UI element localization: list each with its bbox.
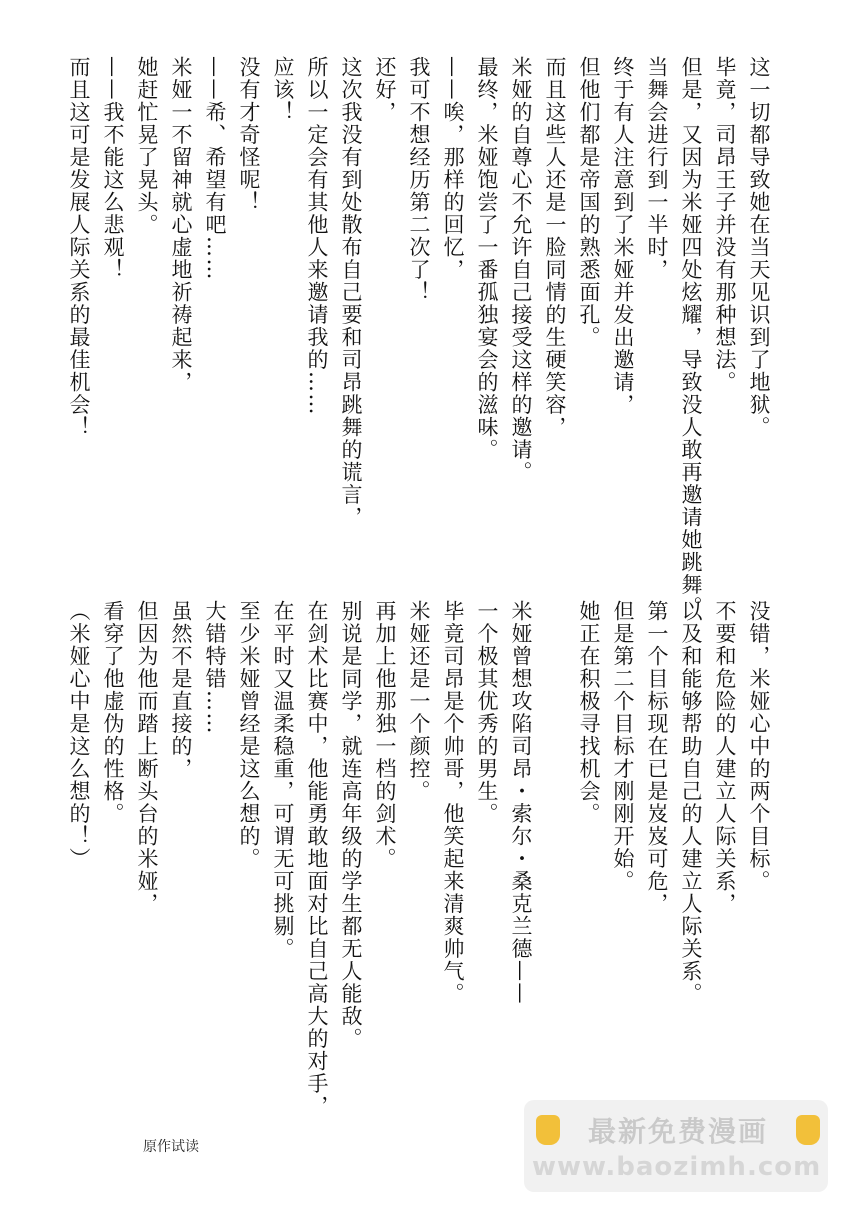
text-column: 在剑术比赛中，他能勇敢地面对比自己高大的对手， <box>305 600 329 1118</box>
text-column: 米娅曾想攻陷司昂・索尔・桑克兰德—— <box>509 600 533 1005</box>
text-column: 毕竟，司昂王子并没有那种想法。 <box>713 56 737 394</box>
text-column: 所以一定会有其他人来邀请我的…… <box>305 56 329 416</box>
text-block-bottom <box>62 600 776 1118</box>
text-column: 米娅还是一个颜控。 <box>407 600 431 803</box>
watermark-url: www.baozimh.com <box>532 1152 822 1182</box>
pointing-hand-icon <box>796 1115 820 1145</box>
text-column: ——希、希望有吧…… <box>203 56 227 281</box>
pointing-hand-icon <box>536 1115 560 1145</box>
text-column: 最终，米娅饱尝了一番孤独宴会的滋味。 <box>475 56 499 461</box>
text-column: 但是，又因为米娅四处炫耀，导致没人敢再邀请她跳舞。 <box>679 56 703 619</box>
text-column: 她正在积极寻找机会。 <box>577 600 601 825</box>
text-column: 米娅一不留神就心虚地祈祷起来， <box>169 56 193 394</box>
text-column: 终于有人注意到了米娅并发出邀请， <box>611 56 635 416</box>
text-column: 当舞会进行到一半时， <box>645 56 669 281</box>
text-column: 但因为他而踏上断头台的米娅， <box>135 600 159 915</box>
text-column: 一个极其优秀的男生。 <box>475 600 499 825</box>
text-column: 至少米娅曾经是这么想的。 <box>237 600 261 870</box>
text-column: 看穿了他虚伪的性格。 <box>101 600 125 825</box>
text-column: 应该！ <box>271 56 295 124</box>
text-column: 没错，米娅心中的两个目标。 <box>747 600 771 893</box>
text-column: 毕竟司昂是个帅哥，他笑起来清爽帅气。 <box>441 600 465 1005</box>
text-column: 这一切都导致她在当天见识到了地狱。 <box>747 56 771 439</box>
text-column: （米娅心中是这么想的！） <box>67 600 91 870</box>
text-column: 再加上他那独一档的剑术。 <box>373 600 397 870</box>
text-column <box>538 600 572 1070</box>
text-column: 米娅的自尊心不允许自己接受这样的邀请。 <box>509 56 533 484</box>
text-column: 她赶忙晃了晃头。 <box>135 56 159 236</box>
text-column: 大错特错…… <box>203 600 227 735</box>
text-column: 第一个目标现在已是岌岌可危， <box>645 600 669 915</box>
text-column: 虽然不是直接的， <box>169 600 193 780</box>
text-column: 而且这些人还是一脸同情的生硬笑容， <box>543 56 567 439</box>
watermark <box>524 1100 828 1192</box>
text-column: ——我不能这么悲观！ <box>101 56 125 281</box>
footer-label: 原作试读 <box>143 1139 199 1155</box>
text-column: 以及和能够帮助自己的人建立人际关系。 <box>679 600 703 1005</box>
text-column: 别说是同学，就连高年级的学生都无人能敌。 <box>339 600 363 1050</box>
text-column: 还好， <box>373 56 397 124</box>
text-column: 但是第二个目标才刚刚开始。 <box>611 600 635 893</box>
text-column: ——唉，那样的回忆， <box>441 56 465 281</box>
text-column: 没有才奇怪呢！ <box>237 56 261 214</box>
text-column: 但他们都是帝国的熟悉面孔。 <box>577 56 601 349</box>
text-column: 而且这可是发展人际关系的最佳机会！ <box>67 56 91 439</box>
text-column: 这次我没有到处散布自己要和司昂跳舞的谎言， <box>339 56 363 529</box>
text-column: 不要和危险的人建立人际关系， <box>713 600 737 915</box>
text-column: 在平时又温柔稳重，可谓无可挑剔。 <box>271 600 295 960</box>
text-column: 我可不想经历第二次了！ <box>407 56 431 304</box>
text-block-top <box>62 56 776 619</box>
watermark-title: 最新免费漫画 <box>587 1115 768 1148</box>
